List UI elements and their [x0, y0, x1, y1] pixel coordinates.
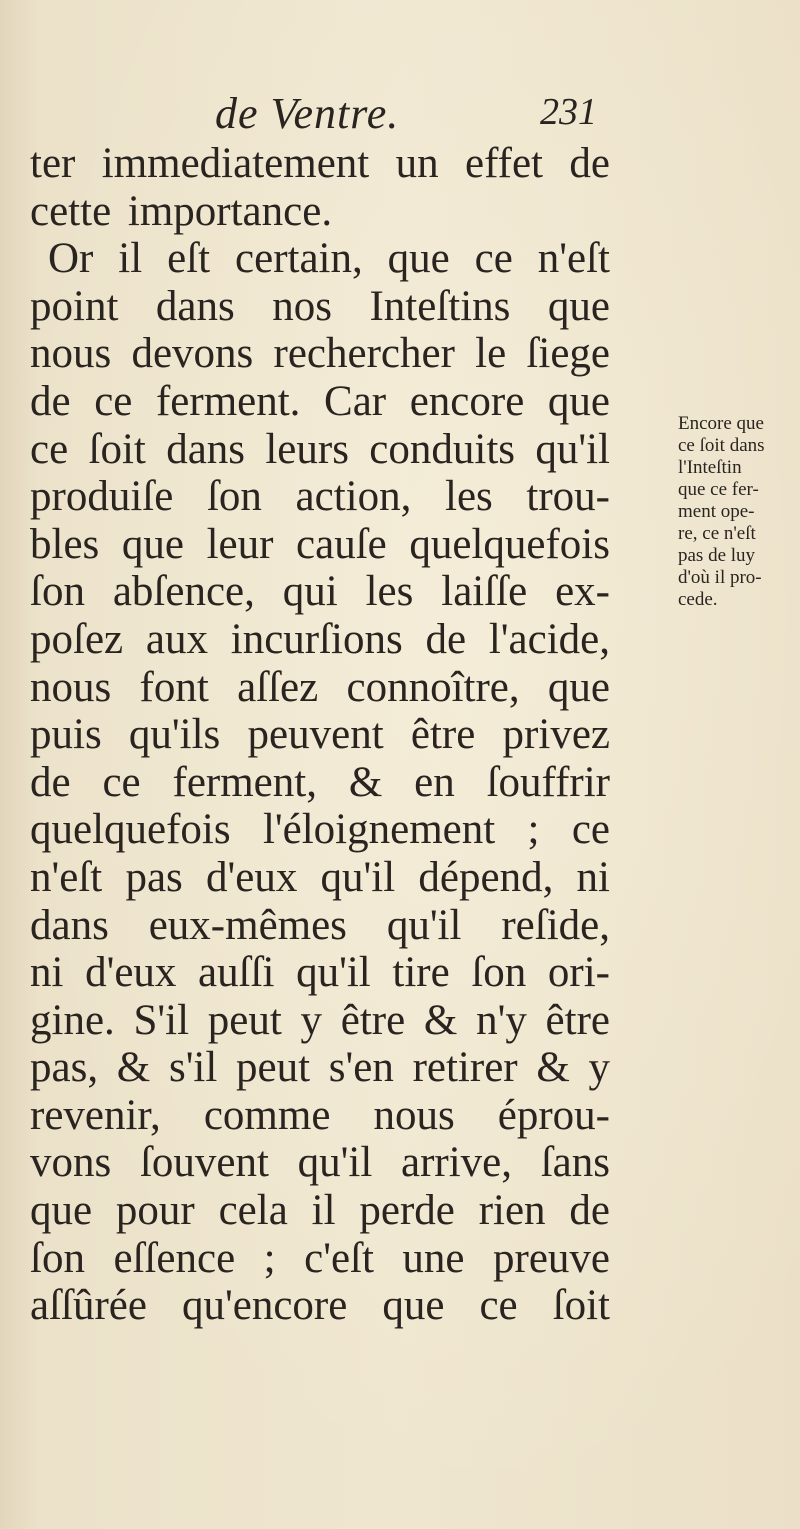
- text-line: que pour cela il perde rien de: [30, 1187, 610, 1235]
- margin-note-line: re, ce n'eſt: [678, 523, 756, 544]
- margin-note-line: cede.: [678, 589, 718, 610]
- text-line: ce ſoit dans leurs conduits qu'il: [30, 425, 610, 473]
- text-line: pas, & s'il peut s'en retirer & y: [30, 1044, 610, 1092]
- text-line: dans eux-mêmes qu'il reſide,: [30, 901, 610, 949]
- text-line: de ce ferment, & en ſouffrir: [30, 758, 610, 806]
- margin-note-line: ment ope-: [678, 501, 755, 522]
- text-line: bles que leur cauſe quelquefois: [30, 520, 610, 568]
- text-line: nous font aſſez connoître, que: [30, 663, 610, 711]
- text-line: poſez aux incurſions de l'acide,: [30, 615, 610, 663]
- text-line: vons ſouvent qu'il arrive, ſans: [30, 1139, 610, 1187]
- text-line: gine. S'il peut y être & n'y être: [30, 996, 610, 1044]
- margin-note: [678, 413, 790, 611]
- margin-note-line: ce ſoit dans: [678, 435, 765, 456]
- margin-note-line: que ce fer-: [678, 479, 759, 500]
- text-line: produiſe ſon action, les trou-: [30, 473, 610, 521]
- margin-note-line: l'Inteſtin: [678, 457, 742, 478]
- running-head: [0, 88, 800, 148]
- text-line: ter immediatement un effet de: [30, 140, 610, 187]
- text-line: de ce ferment. Car encore que: [30, 377, 610, 425]
- margin-note-line: Encore que: [678, 413, 764, 434]
- text-line: nous devons rechercher le ſiege: [30, 330, 610, 378]
- text-line: ſon abſence, qui les laiſſe ex-: [30, 568, 610, 616]
- text-line: n'eſt pas d'eux qu'il dépend, ni: [30, 853, 610, 901]
- body-text: [30, 140, 610, 1330]
- text-line: quelquefois l'éloignement ; ce: [30, 806, 610, 854]
- text-line: puis qu'ils peuvent être privez: [30, 711, 610, 759]
- text-line: Or il eſt certain, que ce n'eſt: [48, 235, 610, 283]
- margin-note-line: d'où il pro-: [678, 567, 762, 588]
- text-line: revenir, comme nous éprou-: [30, 1091, 610, 1139]
- text-line: cette importance.: [30, 187, 333, 235]
- text-line: aſſûrée qu'encore que ce ſoit: [30, 1282, 610, 1330]
- page-number: 231: [540, 91, 597, 133]
- running-title: de Ventre.: [215, 89, 400, 138]
- margin-note-line: pas de luy: [678, 545, 756, 566]
- text-line: ni d'eux auſſi qu'il tire ſon ori-: [30, 949, 610, 997]
- text-line: ſon eſſence ; c'eſt une preuve: [30, 1234, 610, 1282]
- text-line: point dans nos Inteſtins que: [30, 282, 610, 330]
